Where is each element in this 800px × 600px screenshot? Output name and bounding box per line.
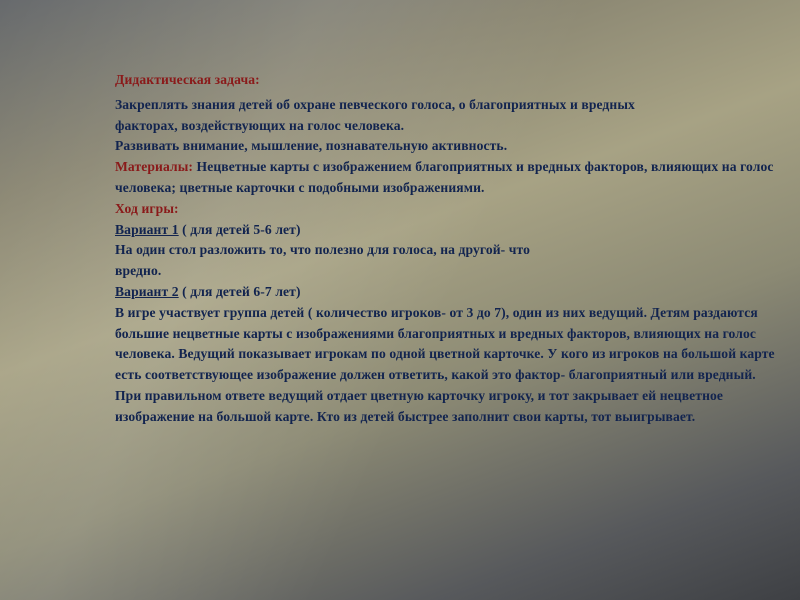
- task-line-1: Закреплять знания детей об охране певческого голоса, о благоприятных и вредных: [115, 96, 635, 112]
- variant2-label: Вариант 2: [115, 283, 179, 299]
- course-heading: Ход игры:: [115, 200, 179, 216]
- task-heading: Дидактическая задача:: [115, 72, 260, 87]
- variant1-heading: [115, 220, 785, 241]
- task-line-3: Развивать внимание, мышление, познавательную активность.: [115, 138, 508, 154]
- variant1-text-line-1: На один стол разложить то, что полезно для голоса, на другой- что: [115, 242, 531, 258]
- materials-text: Нецветные карты с изображением благоприятных и вредных факторов, влияющих на голос человека; цветные карточки с подобными изображениями.: [115, 159, 774, 195]
- slide-content: [115, 70, 785, 428]
- materials-paragraph: [115, 157, 785, 199]
- variant2-age: ( для детей 6-7 лет): [178, 283, 301, 299]
- materials-label: Материалы:: [115, 159, 194, 175]
- variant1-age: ( для детей 5-6 лет): [178, 221, 301, 237]
- variant2-heading: [115, 282, 785, 303]
- variant1-label: Вариант 1: [115, 221, 179, 237]
- task-line-2: факторах, воздействующих на голос человека.: [115, 117, 405, 133]
- variant1-text-line-2: вредно.: [115, 263, 162, 279]
- variant2-text: В игре участвует группа детей ( количество игроков- от 3 до 7), один из них ведущий. Детям раздаются большие нецветные карты с изображениями благоприятных и вредных факторов, влияющих на голос человека. Ведущий показывает игрокам по одной цветной карточке. У кого из игроков на большой карте есть соответствующее изображение должен ответить, какой это фактор- благоприятный или вредный. При правильном ответе ведущий отдает цветную карточку игроку, и тот закрывает ей нецветное изображение на большой карте. Кто из детей быстрее заполнит свои карты, тот выигрывает.: [115, 304, 775, 424]
